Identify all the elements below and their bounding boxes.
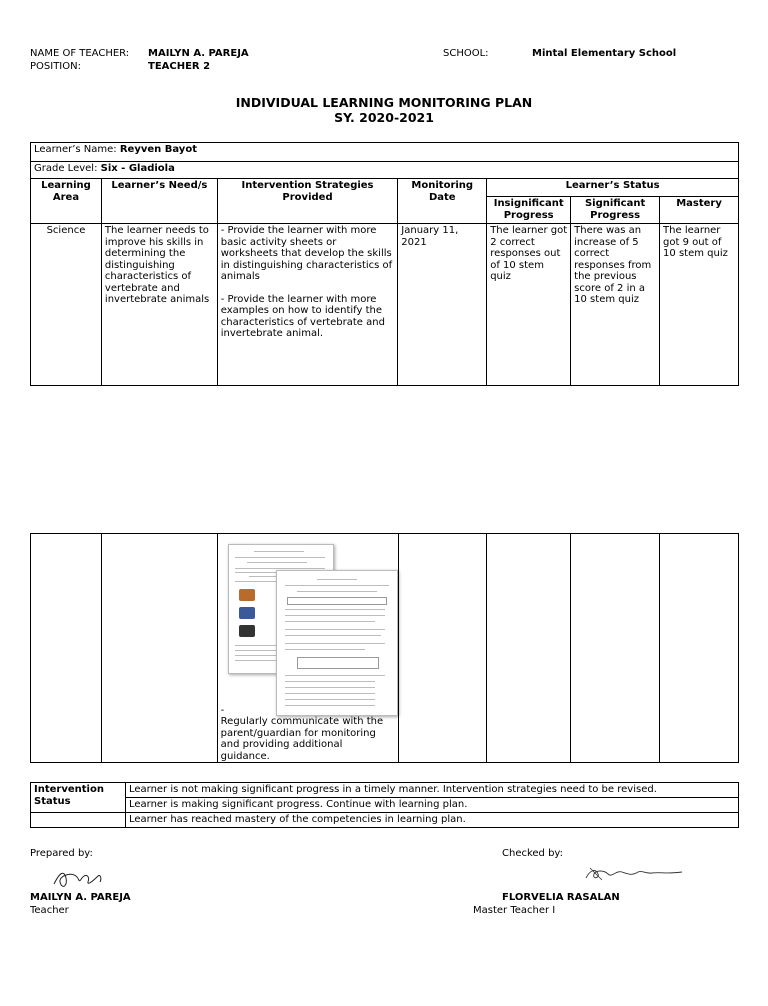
checked-by-name: FLORVELIA RASALAN (502, 892, 620, 903)
document-title: INDIVIDUAL LEARNING MONITORING PLAN (235, 95, 533, 110)
learner-name-value: Reyven Bayot (119, 144, 197, 155)
cont-learner-needs (101, 534, 217, 763)
strategy-1: - Provide the learner with more basic activity sheets or worksheets that develop the skills in distinguishing characteristics of animals (220, 225, 393, 282)
learner-name-label: Learner’s Name: (34, 144, 117, 155)
intervention-status-label: Intervention Status (31, 783, 126, 813)
prepared-signature-image (50, 864, 114, 892)
row-learning-area: Science (31, 224, 102, 386)
cont-significant (571, 534, 660, 763)
intervention-status-item: Learner is making significant progress. Continue with learning plan. (125, 798, 738, 813)
col-insignificant-progress: Insignificant Progress (487, 197, 571, 224)
grade-level-label: Grade Level: (34, 163, 98, 174)
teacher-name: MAILYN A. PAREJA (148, 48, 249, 59)
prepared-by-label: Prepared by: (30, 848, 93, 859)
strategy-dash: - (220, 705, 225, 716)
school-year: SY. 2020-2021 (334, 110, 434, 125)
intervention-status-table (30, 782, 739, 828)
checked-by-role: Master Teacher I (473, 905, 556, 916)
table-row (31, 224, 739, 386)
cont-insignificant (487, 534, 571, 763)
checked-by-label: Checked by: (502, 848, 563, 859)
monitoring-table (30, 142, 739, 386)
cont-strategies (217, 534, 398, 763)
cont-monitoring-date (398, 534, 487, 763)
col-mastery: Mastery (660, 197, 739, 224)
school-value: Mintal Elementary School (532, 48, 677, 59)
position-label: POSITION: (30, 61, 81, 72)
position-value: TEACHER 2 (148, 61, 211, 72)
row-monitoring-date: January 11, 2021 (398, 224, 487, 386)
row-significant: There was an increase of 5 correct responses from the previous score of 2 in a 10 stem quiz (571, 224, 660, 386)
cont-learning-area (31, 534, 102, 763)
col-monitoring-date: Monitoring Date (398, 179, 487, 224)
strategy-2: - Provide the learner with more examples on how to identify the characteristics of vertebrate and invertebrate animal. (220, 293, 385, 339)
worksheet-images (218, 534, 398, 706)
school-label: SCHOOL: (443, 48, 489, 59)
learner-name-cell (31, 143, 739, 162)
row-learner-needs: The learner needs to improve his skills in determining the distinguishing characteristics of vertebrate and invertebrate animals (101, 224, 217, 386)
checked-signature-image (582, 864, 686, 884)
prepared-by-name: MAILYN A. PAREJA (30, 892, 131, 903)
row-insignificant: The learner got 2 correct responses out of 10 stem quiz (487, 224, 571, 386)
col-learning-area: Learning Area (31, 179, 102, 224)
intervention-status-item: Learner has reached mastery of the competencies in learning plan. (125, 813, 738, 828)
row-strategies (217, 224, 398, 386)
cont-mastery (660, 534, 739, 763)
row-mastery: The learner got 9 out of 10 stem quiz (660, 224, 739, 386)
col-learner-needs: Learner’s Need/s (101, 179, 217, 224)
grade-level-cell (31, 162, 739, 179)
grade-level-value: Six - Gladiola (100, 163, 175, 174)
strategy-3: Regularly communicate with the parent/guardian for monitoring and providing additional guidance. (220, 716, 384, 762)
col-significant-progress: Significant Progress (571, 197, 660, 224)
col-learner-status: Learner’s Status (487, 179, 739, 197)
worksheet-image-front (276, 570, 398, 716)
teacher-label: NAME OF TEACHER: (30, 48, 130, 59)
col-intervention-strategies: Intervention Strategies Provided (217, 179, 398, 224)
intervention-status-spacer (31, 813, 126, 828)
monitoring-table-continued (30, 533, 739, 763)
intervention-status-item: Learner is not making significant progress in a timely manner. Intervention strategies need to be revised. (125, 783, 738, 798)
table-row (31, 534, 739, 763)
prepared-by-role: Teacher (30, 905, 69, 916)
